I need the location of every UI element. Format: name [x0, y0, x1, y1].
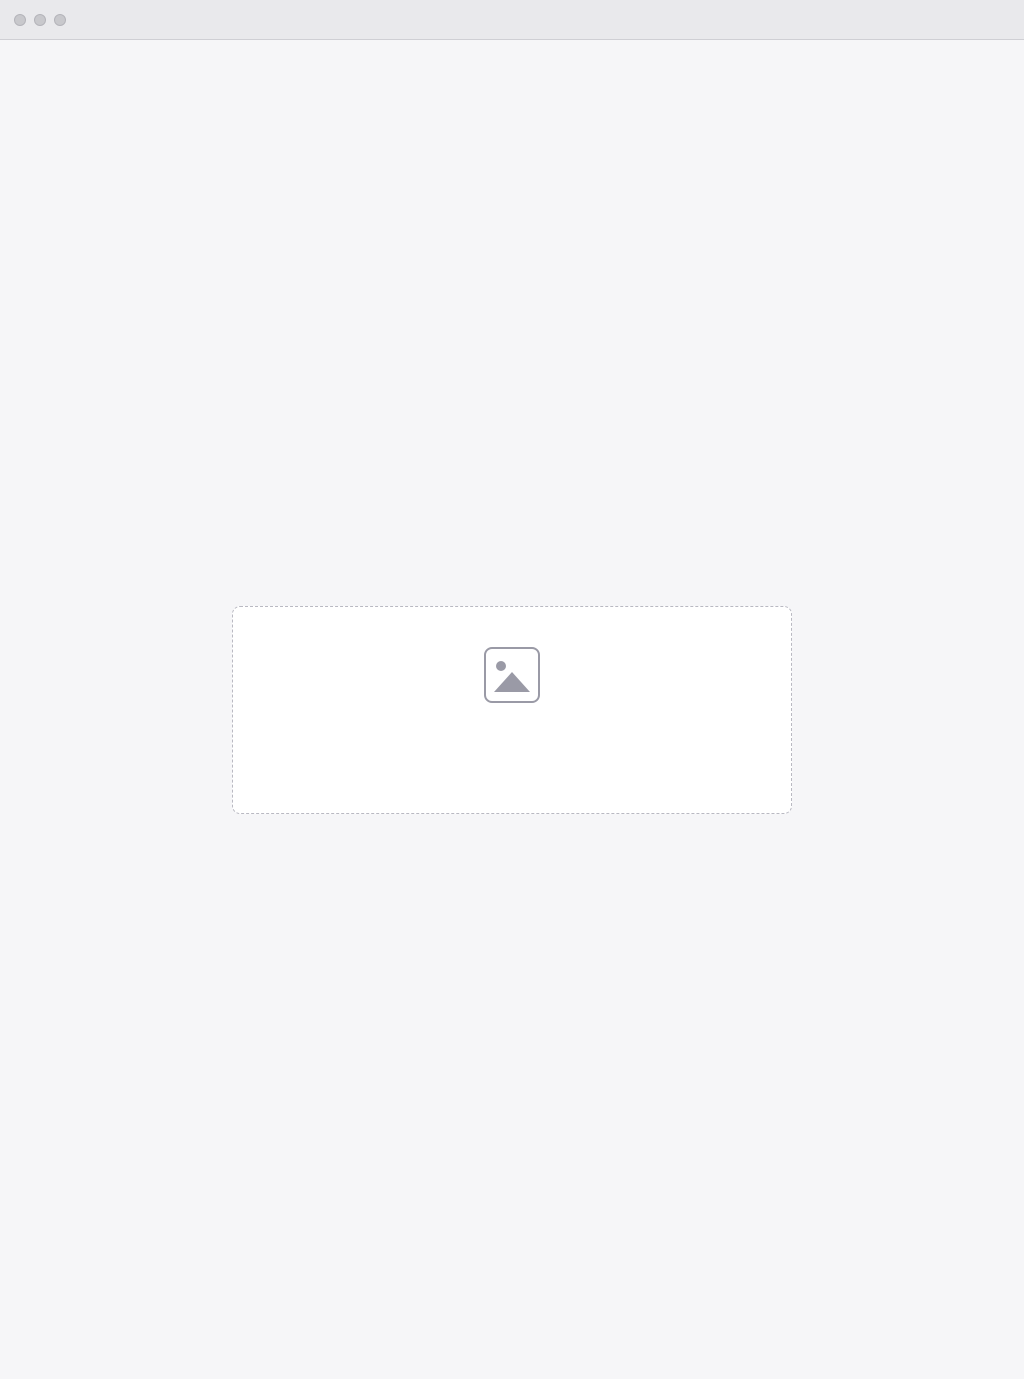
empty-state-heading	[265, 721, 759, 743]
image-icon	[484, 647, 540, 703]
close-window-icon[interactable]	[14, 14, 26, 26]
empty-state-message	[265, 753, 759, 773]
window-controls	[14, 14, 66, 26]
main-content	[0, 40, 1024, 1379]
empty-state-panel	[232, 606, 792, 814]
title-bar	[0, 0, 1024, 40]
maximize-window-icon[interactable]	[54, 14, 66, 26]
minimize-window-icon[interactable]	[34, 14, 46, 26]
